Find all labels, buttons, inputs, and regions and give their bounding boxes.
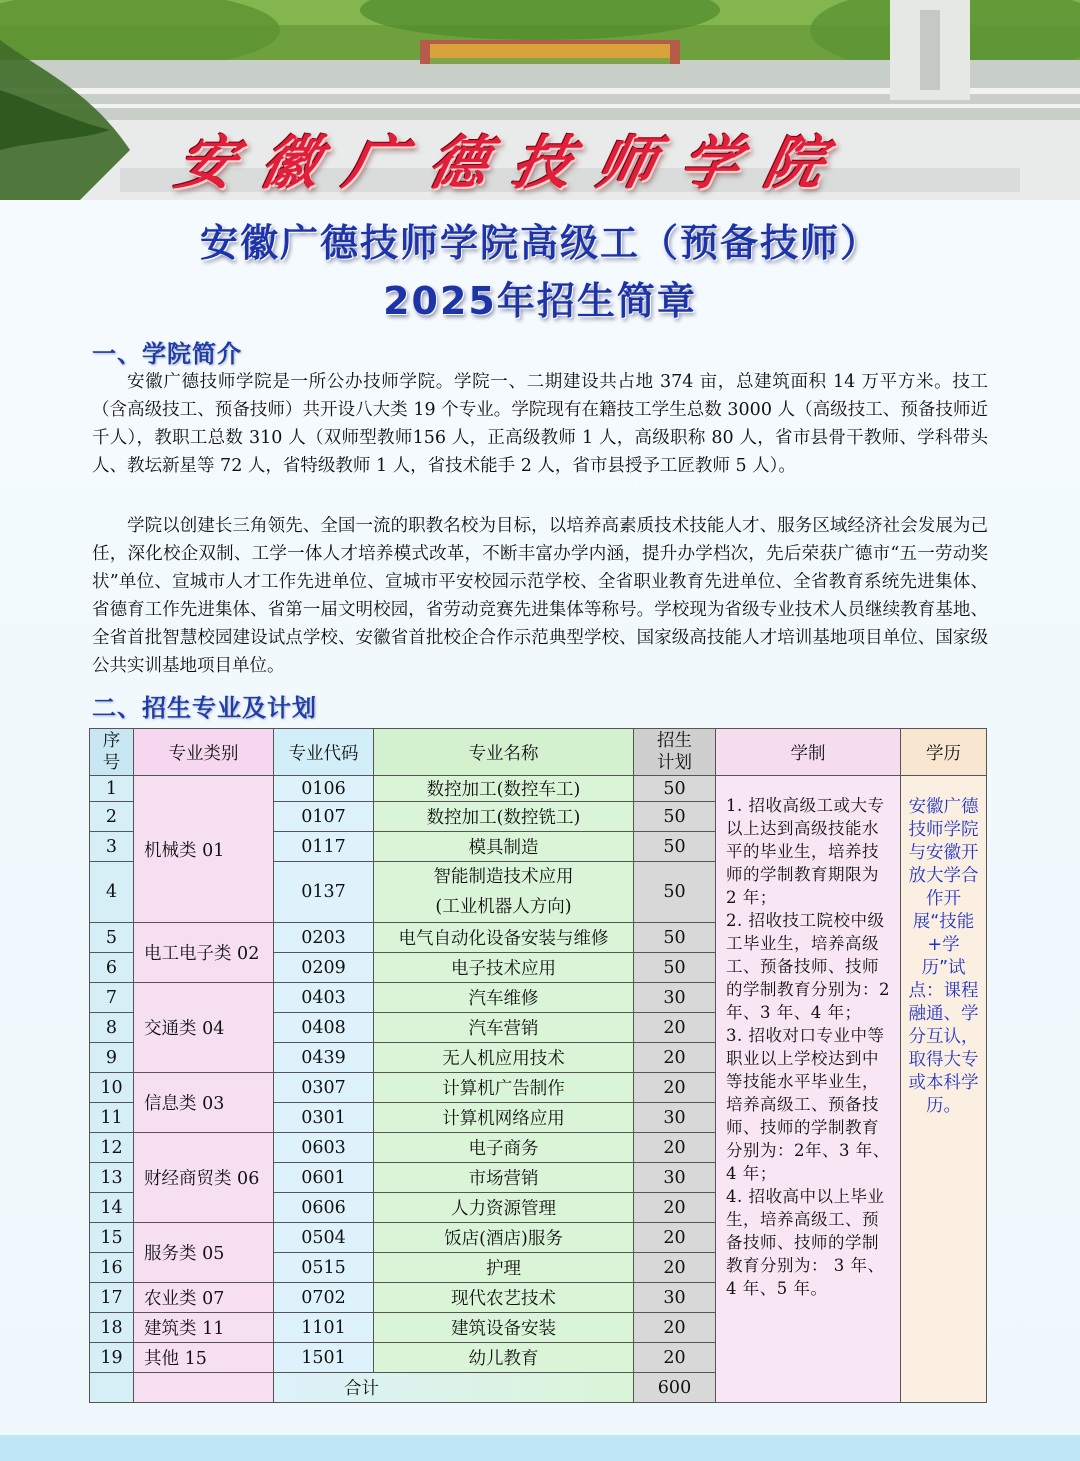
intro-paragraph-2: 学院以创建长三角领先、全国一流的职教名校为目标，以培养高素质技术技能人才、服务区域经济社会发展为己任，深化校企双制、工学一体人才培养模式改革，不断丰富办学内涵，提升办学档次，先后荣获广德市“五一劳动奖状”单位、宣城市人才工作先进单位、宣城市平安校园示范学校、全省职业教育先进单位、全省教育系统先进集体、省德育工作先进集体、省第一届文明校园，省劳动竞赛先进集体等称号。学校现为省级专业技术人员继续教育基地、全省首批智慧校园建设试点学校、安徽省首批校企合作示范典型学校、国家级高技能人才培训基地项目单位、国家级公共实训基地项目单位。: [92, 516, 988, 676]
row-name: 电气自动化设备安装与维修: [374, 923, 634, 953]
row-no: 1: [90, 776, 134, 802]
row-code: 0606: [274, 1193, 374, 1223]
row-plan: 50: [634, 923, 716, 953]
row-code: 0403: [274, 983, 374, 1013]
row-code: 0137: [274, 862, 374, 923]
row-plan: 50: [634, 802, 716, 832]
header-banner: [0, 0, 1080, 200]
bottom-strip: [0, 1435, 1080, 1461]
row-code: 0203: [274, 923, 374, 953]
row-name: 电子商务: [374, 1133, 634, 1163]
category-cell: 信息类 03: [134, 1073, 274, 1133]
row-plan: 20: [634, 1223, 716, 1253]
system-text: 1. 招收高级工或大专以上达到高级技能水平的毕业生，培养技师的学制教育期限为 2 年； 2. 招收技工院校中级工毕业生，培养高级工、预备技师、技师的学制教育分别为：2 年、3 年、4 年； 3. 招收对口专业中等职业以上学校达到中等技能水平毕业生，培养高级工、预备技师、技师的学制教育分别为：2年、3 年、4 年； 4. 招收高中以上毕业生，培养高级工、预备技师、技师的学制教育分别为： 3 年、4 年、5 年。: [726, 796, 890, 1298]
row-name: 计算机广告制作: [374, 1073, 634, 1103]
row-plan: 20: [634, 1073, 716, 1103]
row-no: 4: [90, 862, 134, 923]
row-code: 0601: [274, 1163, 374, 1193]
category-cell: 交通类 04: [134, 983, 274, 1073]
category-cell: 其他 15: [134, 1343, 274, 1373]
row-code: 1501: [274, 1343, 374, 1373]
row-name: 计算机网络应用: [374, 1103, 634, 1133]
row-no: 10: [90, 1073, 134, 1103]
row-code: 0702: [274, 1283, 374, 1313]
total-no-blank: [90, 1373, 134, 1403]
row-code: 0107: [274, 802, 374, 832]
row-name: 现代农艺技术: [374, 1283, 634, 1313]
row-code: 0301: [274, 1103, 374, 1133]
header-no: [90, 729, 134, 776]
header-name: 专业名称: [374, 729, 634, 776]
row-no: 15: [90, 1223, 134, 1253]
row-code: 0515: [274, 1253, 374, 1283]
row-code: 0307: [274, 1073, 374, 1103]
row-code: 0209: [274, 953, 374, 983]
row-name: 建筑设备安装: [374, 1313, 634, 1343]
row-name: 电子技术应用: [374, 953, 634, 983]
row-no: 16: [90, 1253, 134, 1283]
row-plan: 50: [634, 832, 716, 862]
row-no: 12: [90, 1133, 134, 1163]
row-plan: 50: [634, 862, 716, 923]
intro-paragraph-1: 安徽广德技师学院是一所公办技师学院。学院一、二期建设共占地 374 亩，总建筑面积 14 万平方米。技工（含高级技工、预备技师）共开设八大类 19 个专业。学院现有在籍技工学生总数 3000 人（高级技工、预备技师近千人），教职工总数 310 人（双师型教师156 人，正高级教师 1 人，高级职称 80 人，省市县骨干教师、学科带头人、教坛新星等 72 人，省特级教师 1 人，省技术能手 2 人，省市县授予工匠教师 5 人）。: [92, 372, 988, 476]
row-plan: 20: [634, 1253, 716, 1283]
row-name: 饭店(酒店)服务: [374, 1223, 634, 1253]
row-plan: 20: [634, 1133, 716, 1163]
row-plan: 20: [634, 1193, 716, 1223]
row-no: 3: [90, 832, 134, 862]
row-plan: 50: [634, 776, 716, 802]
row-code: 0408: [274, 1013, 374, 1043]
row-code: 0117: [274, 832, 374, 862]
row-plan: 30: [634, 983, 716, 1013]
system-description: [716, 776, 901, 1403]
total-label-text: 合计: [344, 1379, 379, 1399]
enrollment-table: [89, 728, 987, 1403]
header-no-text: 序号: [102, 731, 121, 773]
category-cell: 建筑类 11: [134, 1313, 274, 1343]
row-plan: 20: [634, 1013, 716, 1043]
header-category: 专业类别: [134, 729, 274, 776]
total-value: 600: [634, 1373, 716, 1403]
header-plan: [634, 729, 716, 776]
row-name: 汽车维修: [374, 983, 634, 1013]
row-name: 模具制造: [374, 832, 634, 862]
row-name: 护理: [374, 1253, 634, 1283]
row-name-line1: 智能制造技术应用: [433, 867, 574, 887]
row-no: 2: [90, 802, 134, 832]
category-cell: 机械类 01: [134, 776, 274, 923]
row-plan: 30: [634, 1163, 716, 1193]
row-name: 数控加工(数控车工): [374, 776, 634, 802]
header-system: 学制: [716, 729, 901, 776]
row-code: 0504: [274, 1223, 374, 1253]
row-plan: 20: [634, 1043, 716, 1073]
row-plan: 20: [634, 1343, 716, 1373]
row-no: 7: [90, 983, 134, 1013]
section-heading-intro: 一、学院简介: [92, 340, 242, 368]
row-no: 9: [90, 1043, 134, 1073]
row-no: 13: [90, 1163, 134, 1193]
header-plan-text: 招生计划: [657, 731, 692, 773]
table-row: [90, 776, 987, 802]
row-code: 0603: [274, 1133, 374, 1163]
row-plan: 20: [634, 1313, 716, 1343]
row-no: 18: [90, 1313, 134, 1343]
row-plan: 30: [634, 1103, 716, 1133]
category-cell: 服务类 05: [134, 1223, 274, 1283]
header-education: 学历: [901, 729, 987, 776]
row-name: 市场营销: [374, 1163, 634, 1193]
row-no: 8: [90, 1013, 134, 1043]
row-no: 14: [90, 1193, 134, 1223]
row-no: 17: [90, 1283, 134, 1313]
category-cell: 农业类 07: [134, 1283, 274, 1313]
row-code: 1101: [274, 1313, 374, 1343]
category-cell: 电工电子类 02: [134, 923, 274, 983]
header-code: 专业代码: [274, 729, 374, 776]
row-no: 19: [90, 1343, 134, 1373]
row-no: 11: [90, 1103, 134, 1133]
row-name: 人力资源管理: [374, 1193, 634, 1223]
row-name-line2: (工业机器人方向): [435, 897, 572, 917]
row-name: 无人机应用技术: [374, 1043, 634, 1073]
row-no: 6: [90, 953, 134, 983]
section-heading-enrollment: 二、招生专业及计划: [92, 694, 317, 722]
row-name: 幼儿教育: [374, 1343, 634, 1373]
page-subtitle: 2025年招生简章: [383, 279, 697, 323]
page-title: 安徽广德技师学院高级工（预备技师）: [199, 221, 880, 265]
total-cat-blank: [134, 1373, 274, 1403]
row-name: 数控加工(数控铣工): [374, 802, 634, 832]
row-name: [374, 862, 634, 923]
banner-school-name: 安徽广德技师学院: [170, 129, 857, 197]
row-code: 0106: [274, 776, 374, 802]
table-header-row: [90, 729, 987, 776]
education-description: 安徽广德技师学院与安徽开放大学合作开展“技能+学历”试点：课程融通、学分互认，取得大专或本科学历。: [901, 776, 987, 1403]
total-label: [274, 1373, 634, 1403]
category-cell: 财经商贸类 06: [134, 1133, 274, 1223]
row-plan: 30: [634, 1283, 716, 1313]
row-no: 5: [90, 923, 134, 953]
row-name: 汽车营销: [374, 1013, 634, 1043]
row-plan: 50: [634, 953, 716, 983]
row-code: 0439: [274, 1043, 374, 1073]
